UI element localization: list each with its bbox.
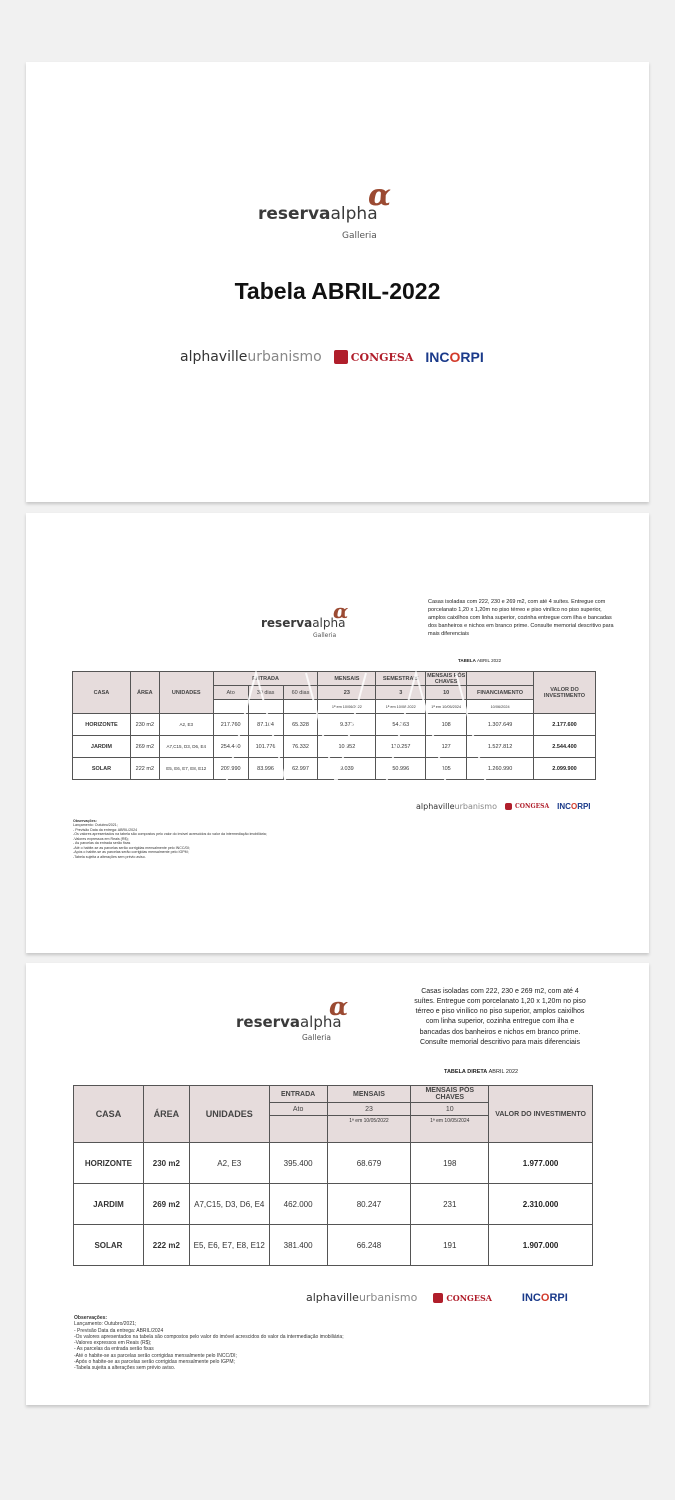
cell-valor: 2.177.600 [534,714,596,736]
cell-area: 222 m2 [130,758,159,780]
reserva-alpha-logo [261,598,371,638]
header-area: ÁREA [143,1086,189,1143]
header-30-dias: 30 dias [248,686,283,700]
logo-word-light: alpha [312,616,346,630]
obs-line: -Valores expressos em Reais (R$); [73,836,129,841]
congesa-word: CONGESA [446,1292,492,1303]
cell-ato: 395.400 [269,1143,327,1184]
description-text: Casas isoladas com 222, 230 e 269 m2, com até 4 suítes. Entregue com porcelanato 1,20 x 1,20m no piso térreo e piso vinílico no piso superior, amplos caixilhos com linha superior, cozinha entregue com ilha e bancadas dos banheiros e nichos em branco prime. Consulte memorial descritivo para mais diferenciais [414,988,586,1046]
obs-line: Lançamento: Outubro/2021; [73,823,118,828]
header-valor: VALOR DO INVESTIMENTO [534,672,596,714]
header-unidades: UNIDADES [189,1086,269,1143]
obs-line: - Previsão Data da entrega: ABRIL/2024 [74,1327,164,1334]
header-entrada: ENTRADA [269,1086,327,1103]
urbanismo-word: urbanismo [247,349,322,365]
page-2-price-table [26,513,649,953]
cell-area: 230 m2 [130,714,159,736]
cell-pos: 127 [426,736,467,758]
cell-mensais: 66.248 [327,1225,411,1266]
incorpi-o: O [449,349,461,365]
logo-word-bold: reserva [261,616,313,630]
incorpi-a: INC [521,1291,541,1304]
incorpi-b: RPI [460,349,484,365]
incorpi-b: RPI [577,802,591,811]
obs-line: -Tabela sujeita a alterações sem prévio aviso. [73,854,146,859]
incorpi-logo [557,802,590,811]
cell-mensais: 68.679 [327,1143,411,1184]
cell-pos: 191 [411,1225,489,1266]
reserva-alpha-logo [258,178,418,246]
page-title: Tabela ABRIL-2022 [234,278,441,304]
cell-area: 222 m2 [143,1225,189,1266]
congesa-mark-icon [433,1293,443,1303]
table-label [444,1069,518,1075]
cell-pos: 108 [426,714,467,736]
cell-valor: 2.099.900 [534,758,596,780]
cell-mensais: 80.247 [327,1184,411,1225]
header-mensais: MENSAIS [327,1086,411,1103]
incorpi-a: INC [557,802,571,811]
congesa-mark-icon [505,803,512,810]
page-1-cover [26,62,649,502]
congesa-logo [334,350,414,364]
alphaville-word: alphaville [306,1291,359,1304]
alpha-glyph: α [329,992,349,1021]
obs-line: -Até o habite-se as parcelas serão corrigidas mensalmente pelo INCC/DI; [73,845,191,850]
cell-ato: 381.400 [269,1225,327,1266]
cell-valor: 1.907.000 [489,1225,593,1266]
header-pos-n: 10 [426,686,467,700]
blank-cell [269,1116,327,1143]
obs-line: -Os valores apresentados na tabela são compostos pelo valor do imóvel acrescidos do valor da intermediação imobiliária; [73,832,267,837]
header-semestrais: SEMESTRAIS [376,672,426,686]
header-casa: CASA [73,672,131,714]
cell-ato: 217.760 [213,714,248,736]
direct-price-table [73,1085,593,1266]
fin-date: 10/06/2024 [467,700,534,714]
page-3-direct-table [26,963,649,1405]
incorpi-o: O [570,802,578,811]
cell-60: 65.328 [283,714,318,736]
congesa-mark-icon [334,350,348,364]
cell-unidades: A2, E3 [159,714,213,736]
header-casa: CASA [74,1086,144,1143]
cell-casa: JARDIM [74,1184,144,1225]
cell-ato: 254.440 [213,736,248,758]
header-mensais: MENSAIS [318,672,376,686]
cell-pos: 105 [426,758,467,780]
header-pos-chaves: MENSAIS PÓS CHAVES [411,1086,489,1103]
table-label-bold: TABELA DIRETA [444,1069,488,1075]
cell-30: 83.996 [248,758,283,780]
cell-semestrais: 50.996 [376,758,426,780]
blank-cell [283,700,318,714]
header-area: ÁREA [130,672,159,714]
header-valor: VALOR DO INVESTIMENTO [489,1086,593,1143]
urbanismo-word: urbanismo [454,802,497,811]
obs-line: - Previsão Data da entrega: ABRIL/2024 [73,827,138,832]
cell-area: 269 m2 [143,1184,189,1225]
header-pos-chaves: MENSAIS PÓS CHAVES [427,672,466,685]
cell-30: 101.776 [248,736,283,758]
logo-subtitle: Galleria [313,632,337,639]
table-row [74,1143,593,1184]
obs-line: -Tabela sujeita a alterações sem prévio aviso. [74,1365,176,1371]
cell-area: 230 m2 [143,1143,189,1184]
observations [74,1315,464,1371]
cell-valor: 2.310.000 [489,1184,593,1225]
obs-line: -Valores expressos em Reais (R$); [74,1340,152,1346]
cell-ato: 209.990 [213,758,248,780]
observations [73,819,403,859]
header-unidades: UNIDADES [159,672,213,714]
incorpi-o: O [540,1291,550,1304]
obs-line: - As parcelas da entrada serão fixas [73,841,131,846]
cell-unidades: A7,C15, D3, D6, E4 [189,1184,269,1225]
cell-fin: 1.527.812 [467,736,534,758]
congesa-logo [505,803,549,810]
alphaville-logo [180,349,322,365]
blank-cell [213,700,248,714]
incorpi-logo [522,1292,568,1304]
cell-fin: 1.260.990 [467,758,534,780]
obs-line: -Até o habite-se as parcelas serão corrigidas mensalmente pelo INCC/DI; [74,1352,237,1359]
cell-casa: SOLAR [73,758,131,780]
header-pos-n: 10 [411,1103,489,1116]
congesa-logo [433,1293,492,1303]
cell-60: 76.332 [283,736,318,758]
logo-subtitle: Galleria [302,1033,331,1042]
alphaville-logo [306,1291,417,1304]
table-row [73,758,596,780]
obs-line: Lançamento: Outubro/2021; [74,1321,137,1328]
cell-casa: SOLAR [74,1225,144,1266]
table-label [458,658,501,663]
incorpi-a: INC [425,349,450,365]
cell-casa: JARDIM [73,736,131,758]
logo-word-light: alpha [330,204,378,224]
cell-unidades: A7,C15, D3, D6, E4 [159,736,213,758]
alphaville-word: alphaville [416,802,455,811]
alpha-glyph: α [333,599,349,623]
header-financiamento: FINANCIAMENTO [467,686,534,700]
obs-line: -Após o habite-se as parcelas serão corrigidas mensalmente pelo IGPM; [73,850,189,855]
congesa-word: CONGESA [350,350,414,364]
cell-60: 62.997 [283,758,318,780]
logo-subtitle: Galleria [342,231,377,241]
logo-word-bold: reserva [258,204,331,224]
header-semestrais-n: 3 [376,686,426,700]
cell-casa: HORIZONTE [74,1143,144,1184]
cell-unidades: E5, E6, E7, E8, E12 [159,758,213,780]
cell-unidades: E5, E6, E7, E8, E12 [189,1225,269,1266]
incorpi-logo [425,349,483,365]
obs-line: - As parcelas da entrada serão fixas [74,1346,154,1353]
cell-unidades: A2, E3 [189,1143,269,1184]
cell-fin: 1.307.649 [467,714,534,736]
cell-area: 269 m2 [130,736,159,758]
cell-valor: 2.544.400 [534,736,596,758]
header-mensais-n: 23 [318,686,376,700]
alpha-glyph: α [368,178,392,213]
obs-title: Observações: [74,1315,108,1321]
obs-line: -Após o habite-se as parcelas serão corrigidas mensalmente pelo IGPM; [74,1358,235,1365]
cell-30: 87.104 [248,714,283,736]
cell-semestrais: 54.363 [376,714,426,736]
table-row [74,1225,593,1266]
urbanismo-word: urbanismo [358,1291,418,1304]
partner-logos [180,349,484,365]
partner-logos [306,1291,568,1304]
reserva-alpha-logo [236,991,376,1043]
pos-date: 1ª em 10/05/2024 [426,700,467,714]
cell-casa: HORIZONTE [73,714,131,736]
mensais-date: 1ª em 10/06/2022 [318,700,376,714]
blank-cell [248,700,283,714]
cell-valor: 1.977.000 [489,1143,593,1184]
table-label-rest: ABRIL 2022 [488,1069,519,1075]
table-row [73,714,596,736]
header-ato: Ato [213,686,248,700]
semestrais-date: 1ª em 10/08/2022 [376,700,426,714]
description-text: Casas isoladas com 222, 230 e 269 m2, com até 4 suítes. Entregue com porcelanato 1,20 x 1,20m no piso térreo e piso vinílico no piso superior, amplos caixilhos com linha superior, cozinha entregue com ilha e bancadas dos banheiros e nichos em branco prime. Consulte memorial descritivo para mais diferenciais [428,599,614,637]
table-label-rest: ABRIL 2022 [477,658,502,663]
pos-date: 1ª em 10/05/2024 [411,1116,489,1143]
congesa-word: CONGESA [515,803,550,810]
header-fin-blank [467,672,534,686]
table-label-bold: TABELA [458,658,476,663]
cell-pos: 198 [411,1143,489,1184]
partner-logos [416,802,591,811]
header-entrada: ENTRADA [213,672,318,686]
alphaville-logo [416,802,497,811]
alphaville-word: alphaville [180,349,248,365]
incorpi-b: RPI [549,1291,568,1304]
header-ato: Ato [269,1103,327,1116]
table-row [74,1184,593,1225]
logo-word-bold: reserva [236,1013,300,1031]
obs-line: -Os valores apresentados na tabela são compostos pelo valor do imóvel acrescidos do valor da intermediação imobiliária; [74,1333,344,1340]
table-row [73,736,596,758]
cell-mensais: 9.373 [318,714,376,736]
logo-word-light: alpha [299,1013,342,1031]
mensais-date: 1ª em 10/05/2022 [327,1116,411,1143]
cell-semestrais: 110.257 [376,736,426,758]
cell-mensais: 9.039 [318,758,376,780]
header-60-dias: 60 dias [283,686,318,700]
header-mensais-n: 23 [327,1103,411,1116]
cell-ato: 462.000 [269,1184,327,1225]
cell-mensais: 10.952 [318,736,376,758]
price-table [72,671,596,780]
cell-pos: 231 [411,1184,489,1225]
obs-title: Observações: [73,819,97,823]
